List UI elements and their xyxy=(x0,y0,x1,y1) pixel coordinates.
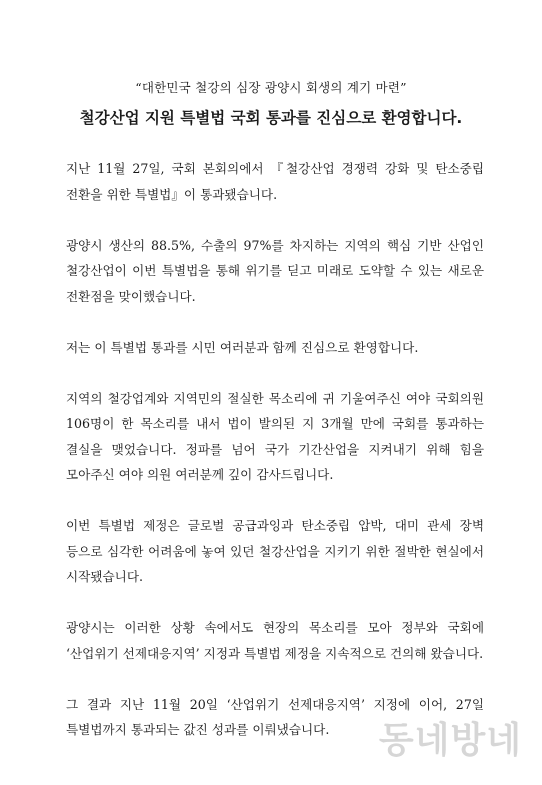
paragraph-1: 지난 11월 27일, 국회 본회의에서 『철강산업 경쟁력 강화 및 탄소중립 전환을 위한 특별법』이 통과됐습니다. xyxy=(66,161,484,202)
watermark-logo: 동네방네 xyxy=(378,720,522,761)
document-body xyxy=(66,156,484,768)
paragraph-4: 지역의 철강업계와 지역민의 절실한 목소리에 귀 기울여주신 여야 국회의원 106명이 한 목소리를 내서 법이 발의된 지 3개월 만에 국회를 통과하는 결실을 맺었습니다. 정파를 넘어 국가 기간산업을 지켜내기 위해 힘을 모아주신 여야 의원 여러분께 깊이 감사드립니다. xyxy=(66,390,484,482)
paragraph-7: 그 결과 지난 11월 20일 ‘산업위기 선제대응지역’ 지정에 이어, 27일 특별법까지 통과되는 값진 성과를 이뤄냈습니다. xyxy=(66,696,484,737)
document-title: 철강산업 지원 특별법 국회 통과를 진심으로 환영합니다. xyxy=(79,109,463,127)
document-subtitle: “대한민국 철강의 심장 광양시 회생의 계기 마련” xyxy=(135,80,407,95)
paragraph-6: 광양시는 이러한 상황 속에서도 현장의 목소리를 모아 정부와 국회에 ‘산업위기 선제대응지역’ 지정과 특별법 제정을 지속적으로 건의해 왔습니다. xyxy=(66,620,484,661)
paragraph-3: 저는 이 특별법 통과를 시민 여러분과 함께 진심으로 환영합니다. xyxy=(66,339,419,355)
paragraph-5: 이번 특별법 제정은 글로벌 공급과잉과 탄소중립 압박, 대미 관세 장벽 등으로 심각한 어려움에 놓여 있던 철강산업을 지키기 위한 절박한 현실에서 시작됐습니다. xyxy=(66,518,484,584)
paragraph-2: 광양시 생산의 88.5%, 수출의 97%를 차지하는 지역의 핵심 기반 산업인 철강산업이 이번 특별법을 통해 위기를 딛고 미래로 도약할 수 있는 새로운 전환점을 맞이했습니다. xyxy=(66,237,484,304)
